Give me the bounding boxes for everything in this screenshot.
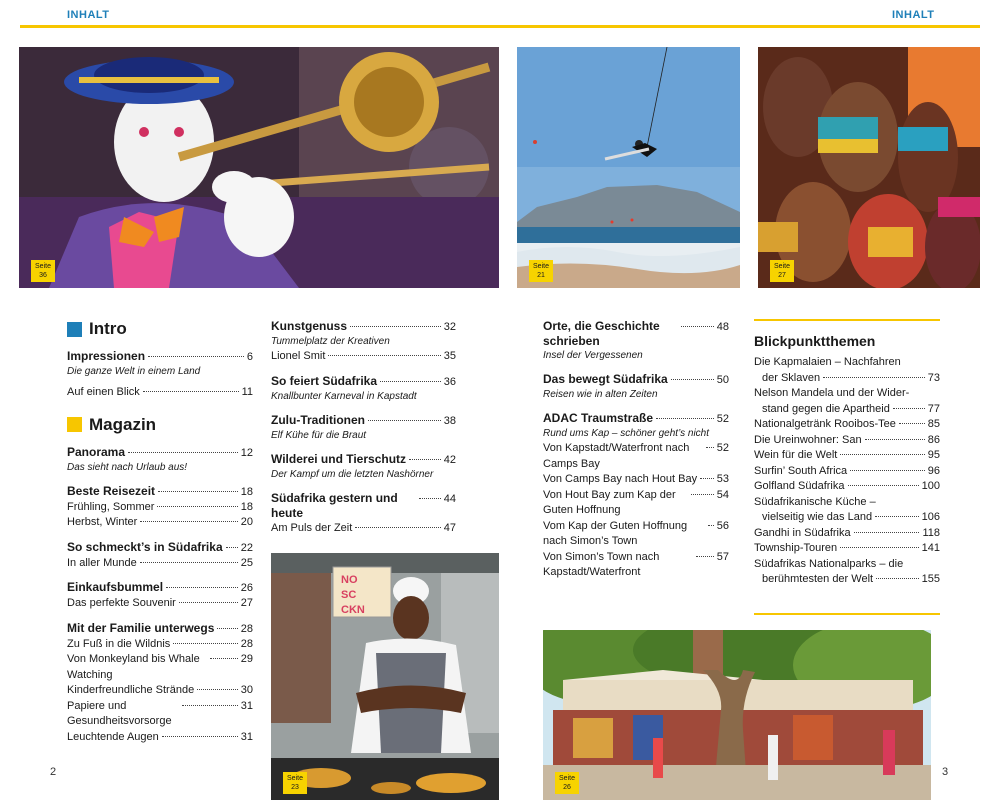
bp-item-text: Die Kapmalaien – Nachfahren — [754, 356, 901, 368]
toc-entry[interactable] — [271, 413, 456, 443]
toc-page-number: 30 — [240, 684, 253, 696]
toc-column-2 — [271, 319, 456, 545]
bp-item[interactable] — [754, 433, 940, 449]
toc-line-text: Papiere und Gesundheitsvorsorge — [67, 699, 172, 727]
seite-badge-carnival — [31, 260, 55, 282]
toc-line[interactable] — [67, 500, 253, 516]
toc-entry[interactable] — [271, 452, 456, 482]
toc-entry-title: Panorama — [67, 444, 126, 459]
toc-page-number: 11 — [241, 386, 253, 398]
toc-page-number: 42 — [443, 453, 456, 466]
toc-line-text: Am Puls der Zeit — [271, 521, 353, 534]
toc-page-number: 22 — [240, 541, 253, 554]
toc-page-number: 18 — [240, 485, 253, 498]
header-label-right: INHALT — [892, 9, 935, 21]
sign-text-2: SC — [341, 589, 357, 601]
bp-item-cont[interactable] — [754, 371, 940, 387]
bp-item-text: stand gegen die Apartheid — [762, 402, 890, 415]
toc-entry-title: Kunstgenuss — [271, 319, 348, 333]
toc-page-number: 29 — [240, 653, 253, 665]
bp-item-text: Südafrikanische Küche – — [754, 495, 876, 508]
photo-vendor — [271, 553, 499, 800]
toc-page-number: 25 — [240, 556, 253, 569]
bp-item-text: vielseitig wie das Land — [762, 511, 873, 523]
toc-page-number: 27 — [240, 597, 253, 609]
toc-entry[interactable] — [67, 484, 253, 531]
toc-page-number: 48 — [716, 321, 729, 333]
section-title: Magazin — [89, 414, 157, 434]
toc-line-text: Von Camps Bay nach Hout Bay — [543, 473, 698, 485]
toc-line[interactable] — [543, 488, 729, 519]
photo-market — [543, 630, 931, 800]
bp-item-cont[interactable] — [754, 402, 940, 418]
seite-page: 36 — [39, 272, 47, 279]
blickpunkt-box — [754, 319, 940, 615]
toc-entry-subtitle: Die ganze Welt in einem Land — [67, 366, 201, 377]
toc-line-text: Das perfekte Souvenir — [67, 597, 176, 609]
bp-item[interactable] — [754, 495, 940, 511]
toc-page-number: 38 — [443, 414, 456, 427]
bp-page-number: 100 — [921, 480, 940, 492]
toc-entry[interactable] — [543, 319, 729, 363]
bp-item[interactable] — [754, 417, 940, 433]
seite-badge-market — [555, 772, 579, 794]
toc-page-number: 56 — [716, 519, 729, 532]
bp-item-text: berühmtesten der Welt — [762, 573, 874, 585]
toc-page-number: 32 — [443, 321, 456, 333]
bp-item-cont[interactable] — [754, 572, 940, 588]
toc-entry-title: So schmeckt’s in Südafrika — [67, 539, 223, 554]
toc-line[interactable] — [271, 521, 456, 537]
seite-label: Seite — [533, 263, 549, 270]
toc-page-number: 52 — [716, 442, 729, 454]
toc-entry[interactable] — [67, 621, 253, 746]
toc-line[interactable] — [67, 683, 253, 699]
toc-line-text: Von Hout Bay zum Kap der Guten Hoffnung — [543, 488, 676, 516]
toc-line[interactable] — [67, 556, 253, 572]
toc-line[interactable] — [67, 596, 253, 612]
toc-line-text: Lionel Smit — [271, 350, 326, 362]
bp-item-text: der Sklaven — [762, 371, 821, 384]
photo-kitesurf — [517, 47, 740, 288]
seite-badge-kitesurf — [529, 260, 553, 282]
toc-entry[interactable] — [271, 319, 456, 365]
toc-entry-subtitle: Der Kampf um die letzten Nashörner — [271, 468, 434, 480]
seite-page: 23 — [291, 784, 299, 791]
bp-item-cont[interactable] — [754, 510, 940, 526]
seite-label: Seite — [287, 775, 303, 782]
toc-line-text: Von Monkeyland bis Whale Watching — [67, 653, 200, 681]
bp-item[interactable] — [754, 448, 940, 464]
seite-page: 26 — [563, 784, 571, 791]
toc-line-text: Frühling, Sommer — [67, 500, 155, 513]
toc-entry-title: Orte, die Geschichte schrieben — [543, 319, 660, 348]
header-rule — [20, 25, 980, 28]
section-magazin — [67, 415, 253, 435]
bp-item-text: Township-Touren — [754, 542, 838, 554]
toc-page-number: 36 — [443, 375, 456, 388]
toc-line[interactable] — [67, 652, 253, 683]
toc-line[interactable] — [67, 637, 253, 653]
toc-page-number: 57 — [716, 550, 729, 563]
toc-entry-title: Zulu-Traditionen — [271, 412, 365, 427]
toc-page-number: 12 — [240, 446, 253, 459]
toc-page-number: 44 — [443, 492, 456, 505]
toc-line[interactable] — [271, 349, 456, 365]
sign-text-3: CKN — [341, 604, 365, 616]
toc-entry-title: Südafrika gestern und heute — [271, 490, 398, 520]
square-bullet-icon — [67, 322, 82, 337]
toc-entry-subtitle: Das sieht nach Urlaub aus! — [67, 461, 188, 473]
bp-page-number: 85 — [927, 418, 940, 430]
toc-page-number: 35 — [443, 350, 456, 362]
bp-item[interactable] — [754, 464, 940, 480]
bp-item[interactable] — [754, 355, 940, 371]
toc-line-text: Von Kapstadt/Waterfront nach Camps Bay — [543, 442, 690, 470]
toc-line[interactable] — [543, 472, 729, 488]
toc-entry[interactable] — [67, 349, 253, 379]
toc-entry-subtitle: Reisen wie in alten Zeiten — [543, 389, 658, 400]
bp-page-number: 77 — [927, 402, 940, 415]
page-number-left: 2 — [50, 766, 57, 778]
toc-line-text: Kinderfreundliche Strände — [67, 684, 195, 696]
toc-line[interactable] — [67, 699, 253, 730]
toc-page-number: 47 — [443, 521, 456, 534]
toc-entry-title: Das bewegt Südafrika — [543, 372, 668, 386]
toc-line[interactable] — [543, 519, 729, 550]
bp-page-number: 96 — [927, 464, 940, 477]
toc-page-number: 6 — [246, 351, 253, 363]
bp-item[interactable] — [754, 386, 940, 402]
bp-page-number: 86 — [927, 433, 940, 446]
seite-label: Seite — [559, 775, 575, 782]
toc-page-number: 53 — [716, 473, 729, 485]
bp-item-text: Surfin’ South Africa — [754, 464, 848, 477]
bp-page-number: 106 — [921, 511, 940, 523]
toc-page-number: 50 — [716, 374, 729, 386]
bp-item[interactable] — [754, 557, 940, 573]
bp-item[interactable] — [754, 479, 940, 495]
toc-page-number: 18 — [240, 500, 253, 513]
photo-carnival — [19, 47, 499, 288]
toc-entry-subtitle: Knallbunter Karneval in Kapstadt — [271, 390, 417, 402]
bp-item-text: Nationalgetränk Rooibos-Tee — [754, 418, 896, 430]
toc-entry-title: Wilderei und Tierschutz — [271, 451, 407, 466]
toc-entry-title: Mit der Familie unterwegs — [67, 620, 215, 635]
toc-entry-title: Impressionen — [67, 349, 146, 363]
toc-entry-subtitle: Insel der Vergessenen — [543, 350, 643, 361]
toc-column-3 — [543, 319, 729, 590]
seite-page: 27 — [778, 272, 786, 279]
section-title: Intro — [89, 319, 127, 338]
toc-entry-subtitle: Rund ums Kap – schöner geht’s nicht — [543, 428, 710, 439]
toc-entry[interactable] — [67, 385, 253, 401]
toc-line-text: Zu Fuß in die Wildnis — [67, 637, 171, 650]
toc-column-1 — [67, 319, 253, 754]
bp-item[interactable] — [754, 541, 940, 557]
toc-entry[interactable] — [543, 372, 729, 402]
toc-line-text: Leuchtende Augen — [67, 730, 159, 743]
toc-page-number: 31 — [240, 699, 253, 712]
toc-entry[interactable] — [543, 411, 729, 581]
toc-line-text: In aller Munde — [67, 556, 137, 569]
section-intro — [67, 319, 253, 339]
toc-entry[interactable] — [271, 374, 456, 404]
toc-page-number: 31 — [240, 730, 253, 743]
toc-line[interactable] — [543, 441, 729, 472]
bp-item-text: Wein für die Welt — [754, 449, 838, 461]
toc-page-number: 28 — [240, 622, 253, 635]
bp-item-text: Die Ureinwohner: San — [754, 433, 862, 446]
bp-item-text: Gandhi in Südafrika — [754, 526, 851, 539]
bp-page-number: 95 — [927, 449, 940, 461]
header-label-left: INHALT — [67, 9, 110, 21]
seite-label: Seite — [35, 263, 51, 270]
blickpunkt-title: Blickpunktthemen — [754, 333, 876, 349]
seite-label: Seite — [774, 263, 790, 270]
toc-page-number: 52 — [716, 413, 729, 425]
bp-page-number: 141 — [921, 542, 940, 554]
toc-page-number: 28 — [240, 637, 253, 650]
bp-item-text: Nelson Mandela und der Wider- — [754, 387, 910, 399]
toc-entry-subtitle: Tummelplatz der Kreativen — [271, 336, 390, 347]
toc-entry-title: Einkaufsbummel — [67, 580, 164, 594]
bp-page-number: 73 — [927, 371, 940, 384]
sign-text-1: NO — [341, 574, 358, 586]
toc-entry[interactable] — [271, 491, 456, 537]
seite-page: 21 — [537, 272, 545, 279]
toc-line-text: Auf einen Blick — [67, 386, 140, 398]
toc-page-number: 26 — [240, 582, 253, 594]
photo-masks — [758, 47, 980, 288]
toc-line-text: Herbst, Winter — [67, 516, 138, 528]
seite-badge-vendor — [283, 772, 307, 794]
toc-entry-title: ADAC Traumstraße — [543, 411, 654, 425]
toc-page-number: 20 — [240, 516, 253, 528]
square-bullet-icon — [67, 417, 82, 432]
bp-item[interactable] — [754, 526, 940, 542]
toc-entry[interactable] — [67, 445, 253, 475]
toc-line[interactable] — [67, 730, 253, 746]
bp-page-number: 155 — [921, 573, 940, 585]
page-number-right: 3 — [942, 766, 949, 778]
toc-line[interactable] — [543, 550, 729, 581]
toc-line-text: Vom Kap der Guten Hoffnung nach Simon’s Town — [543, 519, 688, 547]
blickpunkt-list — [754, 355, 940, 588]
toc-entry-title: So feiert Südafrika — [271, 373, 378, 388]
toc-line[interactable] — [67, 515, 253, 531]
bp-item-text: Südafrikas Nationalparks – die — [754, 557, 904, 570]
bp-page-number: 118 — [922, 526, 940, 539]
toc-entry-subtitle: Elf Kühe für die Braut — [271, 429, 367, 441]
bp-item-text: Golfland Südafrika — [754, 480, 845, 492]
seite-badge-masks — [770, 260, 794, 282]
toc-entry-title: Beste Reisezeit — [67, 483, 156, 498]
toc-entry[interactable] — [67, 540, 253, 572]
toc-entry[interactable] — [67, 580, 253, 612]
toc-page-number: 54 — [716, 488, 729, 501]
toc-line-text: Von Simon’s Town nach Kapstadt/Waterfront — [543, 550, 660, 578]
